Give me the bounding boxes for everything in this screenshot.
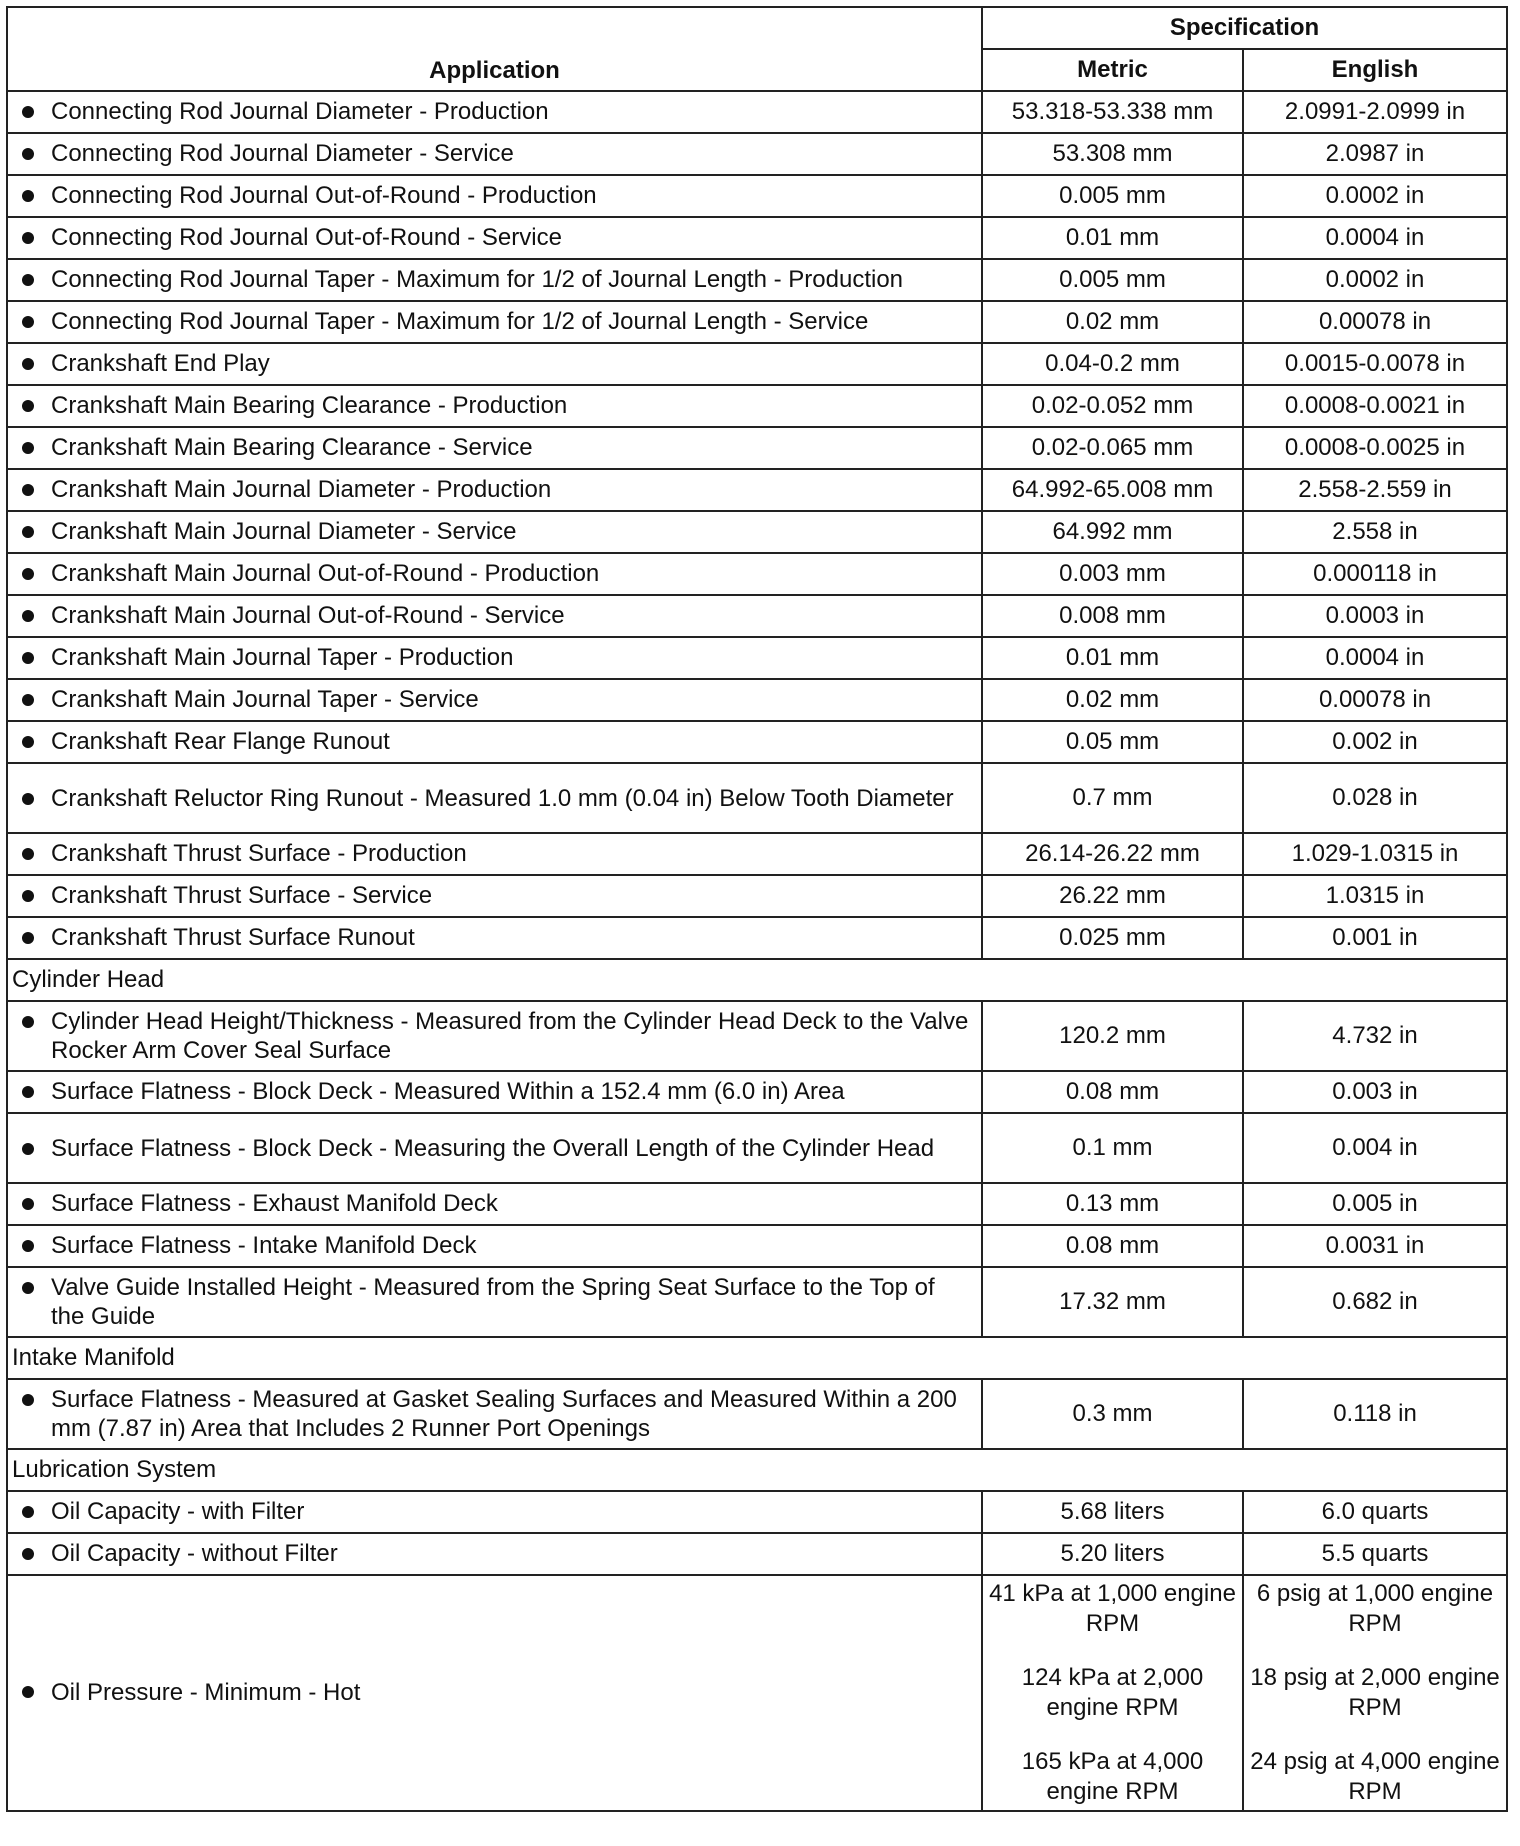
table-row xyxy=(7,1575,1507,1811)
application-content xyxy=(22,181,971,211)
table-row xyxy=(7,1533,1507,1575)
application-content xyxy=(22,1189,971,1219)
application-cell xyxy=(7,833,982,875)
application-text: Crankshaft Rear Flange Runout xyxy=(51,728,390,755)
application-text: Connecting Rod Journal Taper - Maximum for 1/2 of Journal Length - Production xyxy=(51,266,904,293)
application-cell xyxy=(7,427,982,469)
application-cell xyxy=(7,301,982,343)
application-content xyxy=(22,1385,971,1443)
application-content xyxy=(22,784,971,813)
bullet-icon xyxy=(22,1282,34,1294)
metric-value: 0.13 mm xyxy=(982,1183,1243,1225)
metric-value: 124 kPa at 2,000 engine RPM xyxy=(1021,1664,1204,1721)
table-row xyxy=(7,133,1507,175)
application-text: Crankshaft Main Journal Taper - Service xyxy=(51,686,479,713)
application-cell xyxy=(7,595,982,637)
metric-value: 53.318-53.338 mm xyxy=(982,91,1243,133)
application-cell xyxy=(7,91,982,133)
metric-value: 53.308 mm xyxy=(982,133,1243,175)
application-cell xyxy=(7,721,982,763)
application-column-header: Application xyxy=(7,7,982,91)
application-content xyxy=(22,265,971,295)
application-cell xyxy=(7,1491,982,1533)
english-value: 2.558 in xyxy=(1243,511,1507,553)
english-value: 0.0002 in xyxy=(1243,175,1507,217)
metric-value: 5.68 liters xyxy=(982,1491,1243,1533)
application-content xyxy=(22,727,971,757)
bullet-icon xyxy=(22,358,34,370)
application-text: Crankshaft Thrust Surface Runout xyxy=(51,924,415,951)
english-value: 0.0015-0.0078 in xyxy=(1243,343,1507,385)
english-value: 2.0991-2.0999 in xyxy=(1243,91,1507,133)
application-cell xyxy=(7,511,982,553)
metric-value: 0.01 mm xyxy=(982,217,1243,259)
application-cell xyxy=(7,1183,982,1225)
application-text: Crankshaft Main Bearing Clearance - Service xyxy=(51,434,533,461)
english-value: 0.0031 in xyxy=(1243,1225,1507,1267)
oil-pressure-section xyxy=(7,1575,1507,1811)
bullet-icon xyxy=(22,1240,34,1252)
english-column-header: English xyxy=(1243,49,1507,91)
metric-value: 0.01 mm xyxy=(982,637,1243,679)
bullet-icon xyxy=(22,1506,34,1518)
application-text: Surface Flatness - Exhaust Manifold Deck xyxy=(51,1190,498,1217)
application-cell xyxy=(7,553,982,595)
table-row xyxy=(7,91,1507,133)
english-cell xyxy=(1243,1575,1507,1811)
application-content xyxy=(22,1231,971,1261)
english-value: 0.003 in xyxy=(1243,1071,1507,1113)
application-cell xyxy=(7,175,982,217)
application-content xyxy=(22,307,971,337)
metric-value: 41 kPa at 1,000 engine RPM xyxy=(989,1580,1236,1637)
table-row xyxy=(7,595,1507,637)
application-text: Oil Capacity - with Filter xyxy=(51,1498,305,1525)
metric-value: 0.08 mm xyxy=(982,1225,1243,1267)
metric-value: 0.02-0.065 mm xyxy=(982,427,1243,469)
english-value: 0.005 in xyxy=(1243,1183,1507,1225)
table-row xyxy=(7,679,1507,721)
table-row xyxy=(7,875,1507,917)
section-row xyxy=(7,1337,1507,1379)
application-content xyxy=(22,433,971,463)
application-content xyxy=(22,1134,971,1163)
table-row xyxy=(7,511,1507,553)
table-row xyxy=(7,175,1507,217)
table-row xyxy=(7,1113,1507,1183)
application-cell xyxy=(7,1001,982,1071)
bullet-icon xyxy=(22,190,34,202)
application-content xyxy=(22,1497,971,1527)
application-cell xyxy=(7,259,982,301)
metric-value: 64.992-65.008 mm xyxy=(982,469,1243,511)
metric-value: 0.005 mm xyxy=(982,175,1243,217)
english-value: 0.002 in xyxy=(1243,721,1507,763)
english-value: 0.0004 in xyxy=(1243,217,1507,259)
application-content xyxy=(22,685,971,715)
application-text: Crankshaft Main Journal Diameter - Service xyxy=(51,518,517,545)
application-content xyxy=(22,139,971,169)
application-text: Connecting Rod Journal Out-of-Round - Service xyxy=(51,224,562,251)
metric-value: 0.05 mm xyxy=(982,721,1243,763)
metric-value: 165 kPa at 4,000 engine RPM xyxy=(1021,1748,1204,1805)
english-value: 2.0987 in xyxy=(1243,133,1507,175)
application-cell xyxy=(7,1225,982,1267)
english-value: 0.00078 in xyxy=(1243,301,1507,343)
application-text: Crankshaft Main Journal Taper - Production xyxy=(51,644,514,671)
bullet-icon xyxy=(22,932,34,944)
bullet-icon xyxy=(22,316,34,328)
table-row xyxy=(7,1491,1507,1533)
section-heading: Cylinder Head xyxy=(7,959,1507,1001)
section-row xyxy=(7,959,1507,1001)
application-cell xyxy=(7,637,982,679)
table-row xyxy=(7,833,1507,875)
english-value: 0.0008-0.0021 in xyxy=(1243,385,1507,427)
bullet-icon xyxy=(22,400,34,412)
section-row xyxy=(7,1449,1507,1491)
application-cell xyxy=(7,217,982,259)
bullet-icon xyxy=(22,652,34,664)
metric-value: 0.008 mm xyxy=(982,595,1243,637)
bullet-icon xyxy=(22,694,34,706)
bullet-icon xyxy=(22,568,34,580)
bullet-icon xyxy=(22,1143,34,1155)
bullet-icon xyxy=(22,526,34,538)
application-text: Surface Flatness - Intake Manifold Deck xyxy=(51,1232,477,1259)
english-value: 0.0002 in xyxy=(1243,259,1507,301)
english-value: 0.0008-0.0025 in xyxy=(1243,427,1507,469)
metric-value: 0.04-0.2 mm xyxy=(982,343,1243,385)
table-row xyxy=(7,637,1507,679)
section-heading: Lubrication System xyxy=(7,1449,1507,1491)
bullet-icon xyxy=(22,848,34,860)
application-cell xyxy=(7,1379,982,1449)
metric-value: 120.2 mm xyxy=(982,1001,1243,1071)
metric-value: 17.32 mm xyxy=(982,1267,1243,1337)
application-text: Surface Flatness - Block Deck - Measured Within a 152.4 mm (6.0 in) Area xyxy=(51,1078,845,1105)
bullet-icon xyxy=(22,232,34,244)
english-value: 5.5 quarts xyxy=(1243,1533,1507,1575)
application-content xyxy=(22,1539,971,1569)
english-value: 0.004 in xyxy=(1243,1113,1507,1183)
table-row xyxy=(7,763,1507,833)
table-row xyxy=(7,1183,1507,1225)
application-content xyxy=(22,601,971,631)
english-value: 0.000118 in xyxy=(1243,553,1507,595)
specification-column-header: Specification xyxy=(982,7,1507,49)
english-value: 4.732 in xyxy=(1243,1001,1507,1071)
bullet-icon xyxy=(22,1198,34,1210)
metric-value: 64.992 mm xyxy=(982,511,1243,553)
table-row xyxy=(7,301,1507,343)
bullet-icon xyxy=(22,1394,34,1406)
english-value: 0.118 in xyxy=(1243,1379,1507,1449)
application-text: Connecting Rod Journal Out-of-Round - Production xyxy=(51,182,597,209)
bullet-icon xyxy=(22,610,34,622)
engine-specification-table xyxy=(6,6,1508,1812)
table-row xyxy=(7,1071,1507,1113)
application-text: Crankshaft Main Journal Out-of-Round - Production xyxy=(51,560,600,587)
application-text: Crankshaft Main Journal Out-of-Round - Service xyxy=(51,602,565,629)
metric-value: 0.3 mm xyxy=(982,1379,1243,1449)
english-value: 0.001 in xyxy=(1243,917,1507,959)
application-text: Connecting Rod Journal Taper - Maximum for 1/2 of Journal Length - Service xyxy=(51,308,869,335)
english-value: 24 psig at 4,000 engine RPM xyxy=(1250,1748,1500,1805)
application-content xyxy=(22,923,971,953)
metric-value: 0.005 mm xyxy=(982,259,1243,301)
metric-cell xyxy=(982,1575,1243,1811)
table-row xyxy=(7,259,1507,301)
application-cell xyxy=(7,1267,982,1337)
application-text: Crankshaft Main Bearing Clearance - Production xyxy=(51,392,568,419)
english-value: 0.0004 in xyxy=(1243,637,1507,679)
application-cell xyxy=(7,763,982,833)
application-text: Crankshaft Thrust Surface - Service xyxy=(51,882,433,909)
application-text: Oil Pressure - Minimum - Hot xyxy=(51,1679,361,1706)
bullet-icon xyxy=(22,148,34,160)
metric-value: 0.02-0.052 mm xyxy=(982,385,1243,427)
table-row xyxy=(7,721,1507,763)
application-text: Surface Flatness - Measured at Gasket Sealing Surfaces and Measured Within a 200 mm (7.87 in) Area that Includes 2 Runner Port Openings xyxy=(51,1386,957,1442)
section-heading: Intake Manifold xyxy=(7,1337,1507,1379)
application-content xyxy=(22,643,971,673)
metric-value: 0.02 mm xyxy=(982,301,1243,343)
application-cell xyxy=(7,133,982,175)
metric-value: 0.1 mm xyxy=(982,1113,1243,1183)
metric-value: 0.08 mm xyxy=(982,1071,1243,1113)
bullet-icon xyxy=(22,736,34,748)
metric-value: 0.7 mm xyxy=(982,763,1243,833)
application-content xyxy=(22,475,971,505)
table-body xyxy=(7,91,1507,1575)
application-text: Valve Guide Installed Height - Measured from the Spring Seat Surface to the Top of the Guide xyxy=(51,1274,935,1330)
application-cell xyxy=(7,385,982,427)
table-row xyxy=(7,1225,1507,1267)
bullet-icon xyxy=(22,1686,34,1698)
application-content xyxy=(22,517,971,547)
application-text: Connecting Rod Journal Diameter - Service xyxy=(51,140,514,167)
table-row xyxy=(7,1379,1507,1449)
application-text: Cylinder Head Height/Thickness - Measured from the Cylinder Head Deck to the Valve Rocker Arm Cover Seal Surface xyxy=(51,1008,969,1064)
bullet-icon xyxy=(22,106,34,118)
table-row xyxy=(7,1267,1507,1337)
application-content xyxy=(22,349,971,379)
english-value: 0.0003 in xyxy=(1243,595,1507,637)
metric-value: 26.14-26.22 mm xyxy=(982,833,1243,875)
table-row xyxy=(7,385,1507,427)
table-row xyxy=(7,553,1507,595)
english-value: 1.0315 in xyxy=(1243,875,1507,917)
application-content xyxy=(22,839,971,869)
table-row xyxy=(7,917,1507,959)
bullet-icon xyxy=(22,1548,34,1560)
metric-column-header: Metric xyxy=(982,49,1243,91)
application-text: Surface Flatness - Block Deck - Measuring the Overall Length of the Cylinder Head xyxy=(51,1134,935,1162)
table-row xyxy=(7,427,1507,469)
metric-value: 26.22 mm xyxy=(982,875,1243,917)
application-cell xyxy=(7,1113,982,1183)
application-text: Crankshaft Main Journal Diameter - Production xyxy=(51,476,552,503)
application-cell xyxy=(7,917,982,959)
bullet-icon xyxy=(22,442,34,454)
application-text: Crankshaft Thrust Surface - Production xyxy=(51,840,467,867)
application-content xyxy=(22,1007,971,1065)
metric-value: 5.20 liters xyxy=(982,1533,1243,1575)
application-content xyxy=(22,223,971,253)
application-content xyxy=(22,1077,971,1107)
bullet-icon xyxy=(22,1016,34,1028)
application-cell xyxy=(7,875,982,917)
application-cell xyxy=(7,1575,982,1811)
bullet-icon xyxy=(22,793,34,805)
application-cell xyxy=(7,469,982,511)
metric-value: 0.003 mm xyxy=(982,553,1243,595)
application-content xyxy=(22,881,971,911)
english-value: 1.029-1.0315 in xyxy=(1243,833,1507,875)
english-value: 18 psig at 2,000 engine RPM xyxy=(1250,1664,1500,1721)
english-value: 0.682 in xyxy=(1243,1267,1507,1337)
metric-value: 0.025 mm xyxy=(982,917,1243,959)
bullet-icon xyxy=(22,484,34,496)
application-cell xyxy=(7,1533,982,1575)
english-value: 0.00078 in xyxy=(1243,679,1507,721)
application-content xyxy=(22,1273,971,1331)
application-text: Connecting Rod Journal Diameter - Production xyxy=(51,98,549,125)
table-row xyxy=(7,469,1507,511)
application-text: Crankshaft Reluctor Ring Runout - Measured 1.0 mm (0.04 in) Below Tooth Diameter xyxy=(51,784,954,812)
application-content xyxy=(22,391,971,421)
application-cell xyxy=(7,679,982,721)
table-row xyxy=(7,217,1507,259)
application-content xyxy=(22,559,971,589)
application-text: Oil Capacity - without Filter xyxy=(51,1540,338,1567)
table-row xyxy=(7,343,1507,385)
application-cell xyxy=(7,1071,982,1113)
application-text: Crankshaft End Play xyxy=(51,350,270,377)
english-value: 0.028 in xyxy=(1243,763,1507,833)
english-value: 2.558-2.559 in xyxy=(1243,469,1507,511)
english-value: 6.0 quarts xyxy=(1243,1491,1507,1533)
bullet-icon xyxy=(22,1086,34,1098)
table-header xyxy=(7,7,1507,91)
english-value: 6 psig at 1,000 engine RPM xyxy=(1256,1580,1494,1637)
bullet-icon xyxy=(22,274,34,286)
metric-value: 0.02 mm xyxy=(982,679,1243,721)
table-row xyxy=(7,1001,1507,1071)
application-content xyxy=(22,97,971,127)
bullet-icon xyxy=(22,890,34,902)
application-cell xyxy=(7,343,982,385)
